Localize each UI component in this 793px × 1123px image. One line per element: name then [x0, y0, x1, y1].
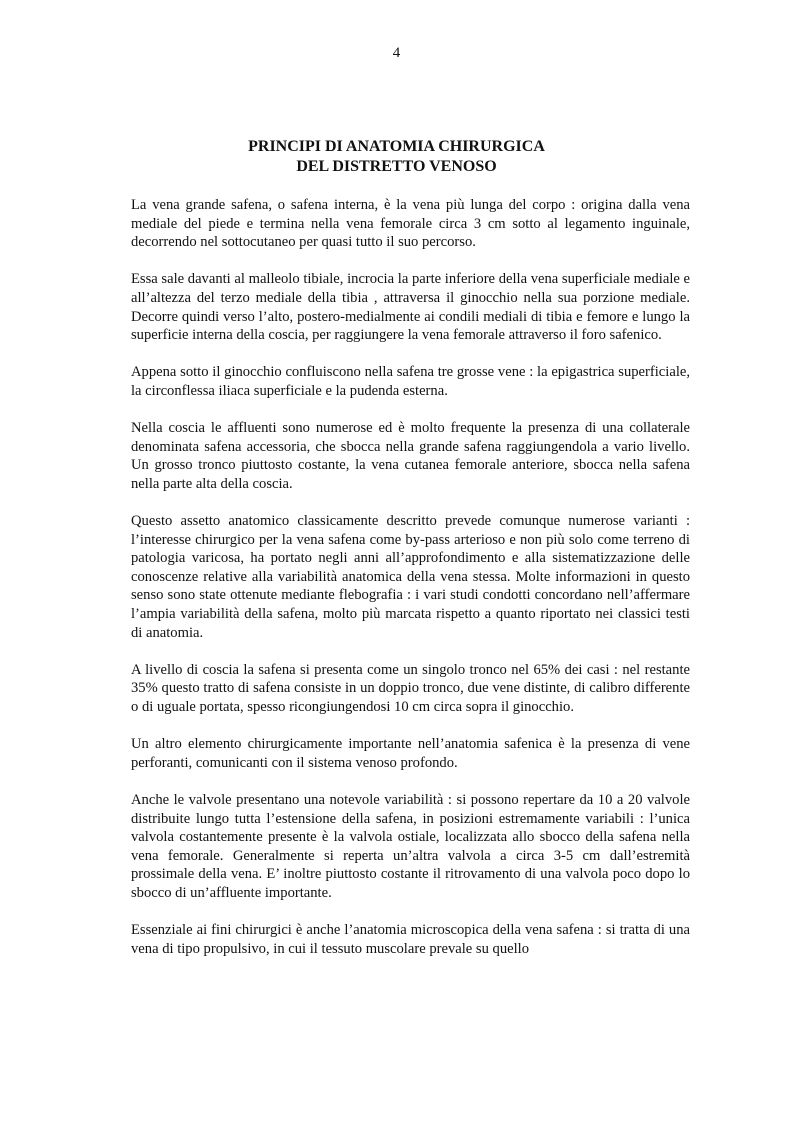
page-number: 4 — [392, 45, 401, 61]
paragraph: Essenziale ai fini chirurgici è anche l’anatomia microscopica della vena safena : si tratta di una vena di tipo propulsivo, in cui il tessuto muscolare prevale su quello — [131, 922, 690, 957]
paragraph: La vena grande safena, o safena interna, è la vena più lunga del corpo : origina dalla vena mediale del piede e termina nella vena femorale circa 3 cm sotto al legamento inguinale, decorrendo nel sottocutaneo per quasi tutto il suo percorso. — [131, 197, 690, 251]
paragraph: Nella coscia le affluenti sono numerose ed è molto frequente la presenza di una collaterale denominata safena accessoria, che sbocca nella grande safena raggiungendola a vario livello. Un grosso tronco piuttosto costante, la vena cutanea femorale anteriore, sbocca nella safena nella parte alta della coscia. — [131, 420, 690, 492]
paragraph: Essa sale davanti al malleolo tibiale, incrocia la parte inferiore della vena superficiale mediale e all’altezza del terzo mediale della tibia , attraversa il ginocchio nella sua porzione mediale. Decorre quindi verso l’alto, postero-medialmente ai condili mediali di tibia e femore e lungo la superficie interna della coscia, per raggiungere la vena femorale attraverso il foro safenico. — [131, 271, 690, 344]
paragraph: Questo assetto anatomico classicamente descritto prevede comunque numerose varianti : l’interesse chirurgico per la vena safena come by-pass arterioso e non più solo come terreno di patologia varicosa, ha portato negli anni all’approfondimento e alla sistematizzazione delle conoscenze relative alla variabilità anatomica della vena stessa. Molte informazioni in questo senso sono state ottenute mediante flebografia : i vari studi condotti concordano nell’affermare l’ampia variabilità della safena, molto più marcata rispetto a quanto riportato nei classici testi di anatomia. — [131, 513, 690, 641]
paragraph: Anche le valvole presentano una notevole variabilità : si possono repertare da 10 a 20 valvole distribuite lungo tutta l’estensione della safena, in posizioni estremamente variabili : l’unica valvola costantemente presente è la valvola ostiale, localizzata allo sbocco della safena nella vena femorale. Generalmente si reperta un’altra valvola a circa 3-5 cm dall’estremità prossimale della vena. E’ inoltre piuttosto costante il ritrovamento di una valvola poco dopo lo sbocco di un’affluente importante. — [131, 792, 690, 901]
title-line-1: PRINCIPI DI ANATOMIA CHIRURGICA — [248, 138, 545, 155]
paragraph: Un altro elemento chirurgicamente importante nell’anatomia safenica è la presenza di vene perforanti, comunicanti con il sistema venoso profondo. — [131, 736, 690, 771]
body-text — [131, 196, 690, 977]
page-title — [0, 137, 793, 177]
title-line-2: DEL DISTRETTO VENOSO — [296, 158, 497, 175]
paragraph: A livello di coscia la safena si presenta come un singolo tronco nel 65% dei casi : nel restante 35% questo tratto di safena consiste in un doppio tronco, due vene distinte, di calibro differente o di uguale portata, spesso ricongiungendosi 10 cm circa sopra il ginocchio. — [131, 661, 690, 716]
paragraph: Appena sotto il ginocchio confluiscono nella safena tre grosse vene : la epigastrica superficiale, la circonflessa iliaca superficiale e la pudenda esterna. — [131, 364, 690, 399]
